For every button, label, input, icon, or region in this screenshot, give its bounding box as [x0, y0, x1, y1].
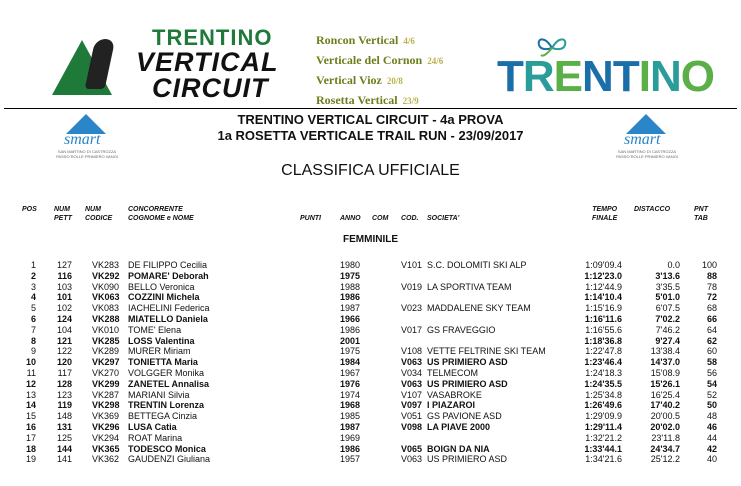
- cell-soc-code: V107: [401, 389, 423, 400]
- smart-logo-left: smart SAN MARTINO DI CASTROZZA PASSO ROLLE PRIMIERO VANOI: [52, 112, 122, 160]
- table-row: [0, 292, 741, 303]
- cell-societa: GS PAVIONE ASD: [427, 411, 502, 422]
- cell-cod: VK362: [92, 454, 120, 465]
- table-row: [0, 336, 741, 347]
- trentino-brand-logo: [497, 36, 714, 106]
- col-tempo: TEMPO FINALE: [592, 206, 618, 222]
- cell-time: 1:33'44.1: [584, 443, 622, 454]
- cell-anno: 1988: [340, 281, 361, 292]
- cell-anno: 2001: [340, 335, 361, 346]
- cell-points: 52: [706, 389, 717, 400]
- cell-pett: 101: [56, 292, 72, 303]
- cell-pos: 15: [25, 411, 36, 422]
- event-subtitle: 1a ROSETTA VERTICALE TRAIL RUN - 23/09/2017: [217, 128, 524, 143]
- col-pnt: PNT TAB: [694, 206, 708, 222]
- cell-distacco: 15'08.9: [650, 368, 680, 378]
- cell-distacco: 20'00.5: [650, 411, 680, 422]
- cell-cod: VK296: [92, 422, 120, 432]
- cell-pett: 120: [56, 357, 72, 368]
- cell-pett: 131: [56, 422, 72, 432]
- cell-time: 1:18'36.8: [584, 335, 622, 346]
- cell-pett: 102: [56, 303, 72, 314]
- table-row: [0, 422, 741, 433]
- cell-soc-code: V063: [401, 454, 423, 465]
- cell-societa: I PIAZAROI: [427, 400, 476, 411]
- cell-cod: VK298: [92, 400, 120, 411]
- cell-societa: GS FRAVEGGIO: [427, 324, 496, 335]
- col-concorrente: CONCORRENTE COGNOME e NOME: [128, 206, 194, 222]
- cell-pos: 14: [25, 400, 36, 411]
- cell-anno: 1957: [340, 454, 361, 465]
- cell-points: 58: [706, 357, 717, 368]
- table-row: [0, 346, 741, 357]
- cell-distacco: 6'07.5: [655, 303, 680, 314]
- cell-cod: VK010: [92, 324, 120, 335]
- cell-name: TOME' Elena: [128, 324, 182, 335]
- cell-distacco: 20'02.0: [650, 422, 680, 432]
- table-row: [0, 444, 741, 455]
- cell-cod: VK294: [92, 432, 120, 443]
- cell-anno: 1986: [340, 324, 361, 335]
- cell-distacco: 0.0: [667, 260, 680, 270]
- cell-points: 56: [706, 368, 717, 378]
- cell-pett: 127: [56, 260, 72, 270]
- cell-points: 54: [706, 378, 717, 389]
- race-item: Rosetta Vertical 23/9: [316, 93, 419, 107]
- table-row: [0, 454, 741, 465]
- col-codice: NUM CODICE: [85, 206, 113, 222]
- cell-cod: VK365: [92, 443, 120, 454]
- cell-distacco: 9'27.4: [655, 335, 680, 346]
- cell-pos: 12: [25, 378, 36, 389]
- cell-time: 1:16'11.6: [584, 314, 622, 324]
- cell-pos: 2: [30, 270, 36, 281]
- cell-name: DE FILIPPO Cecilia: [128, 260, 208, 270]
- cell-points: 100: [701, 260, 717, 270]
- col-punti: PUNTI: [300, 215, 321, 222]
- cell-name: BELLO Veronica: [128, 281, 195, 292]
- cell-points: 72: [706, 292, 717, 303]
- table-row: [0, 411, 741, 422]
- cell-pett: 103: [56, 281, 72, 292]
- cell-pos: 1: [30, 260, 36, 270]
- logo-line-1: TRENTINO: [152, 25, 273, 50]
- col-com: COM: [372, 215, 389, 222]
- cell-pett: 119: [57, 400, 72, 411]
- event-title: TRENTINO VERTICAL CIRCUIT - 4a PROVA: [237, 112, 504, 127]
- cell-name: COZZINI Michela: [128, 292, 200, 303]
- cell-pos: 9: [30, 346, 36, 357]
- col-pos: POS: [22, 206, 37, 213]
- cell-pett: 124: [56, 314, 72, 324]
- cell-time: 1:24'35.5: [584, 378, 622, 389]
- cell-cod: VK083: [92, 303, 120, 314]
- cell-soc-code: V019: [401, 281, 423, 292]
- cell-pett: 128: [56, 378, 72, 389]
- cell-points: 78: [706, 281, 717, 292]
- cell-pett: 148: [56, 411, 72, 422]
- table-row: [0, 260, 741, 271]
- cell-anno: 1985: [340, 411, 361, 422]
- cell-time: 1:15'16.9: [585, 303, 622, 314]
- cell-soc-code: V034: [401, 368, 423, 378]
- table-row: [0, 433, 741, 444]
- cell-distacco: 25'12.2: [650, 454, 680, 465]
- cell-societa: US PRIMIERO ASD: [427, 378, 508, 389]
- cell-soc-code: V063: [401, 357, 423, 368]
- col-pett: NUM PETT: [54, 206, 72, 222]
- cell-anno: 1968: [340, 400, 361, 411]
- cell-cod: VK090: [92, 281, 120, 292]
- cell-soc-code: V051: [401, 411, 423, 422]
- cell-pos: 11: [26, 368, 36, 378]
- cell-soc-code: V063: [401, 378, 423, 389]
- cell-cod: VK285: [92, 335, 120, 346]
- cell-distacco: 13'38.4: [650, 346, 680, 357]
- cell-pett: 122: [56, 346, 72, 357]
- cell-anno: 1984: [340, 357, 361, 368]
- table-row: [0, 271, 741, 282]
- cell-cod: VK289: [92, 346, 120, 357]
- cell-points: 42: [706, 443, 717, 454]
- cell-soc-code: V065: [401, 443, 423, 454]
- cell-anno: 1967: [340, 368, 361, 378]
- cell-anno: 1969: [340, 432, 361, 443]
- race-item: Vertical Vioz 20/8: [316, 73, 403, 87]
- cell-time: 1:12'44.9: [585, 281, 622, 292]
- cell-time: 1:12'23.0: [584, 270, 622, 281]
- cell-time: 1:25'34.8: [585, 389, 622, 400]
- cell-time: 1:29'11.4: [584, 422, 622, 432]
- cell-societa: US PRIMIERO ASD: [427, 357, 508, 368]
- table-row: [0, 357, 741, 368]
- cell-distacco: 3'35.5: [655, 281, 680, 292]
- col-anno: ANNO: [340, 215, 361, 222]
- trentino-vertical-circuit-logo: [52, 25, 279, 103]
- cell-pett: 104: [56, 324, 72, 335]
- table-row: [0, 314, 741, 325]
- cell-cod: VK297: [92, 357, 120, 368]
- table-row: [0, 325, 741, 336]
- cell-pos: 3: [30, 281, 36, 292]
- cell-name: TODESCO Monica: [128, 443, 206, 454]
- cell-anno: 1975: [340, 270, 361, 281]
- cell-cod: VK270: [92, 368, 120, 378]
- cell-distacco: 24'34.7: [650, 443, 680, 454]
- cell-societa: VETTE FELTRINE SKI TEAM: [427, 346, 546, 357]
- cell-societa: TELMECOM: [427, 368, 479, 378]
- cell-distacco: 15'26.1: [650, 378, 680, 389]
- cell-points: 48: [706, 411, 717, 422]
- cell-anno: 1986: [340, 443, 361, 454]
- cell-cod: VK283: [92, 260, 120, 270]
- cell-points: 68: [706, 303, 717, 314]
- cell-points: 66: [706, 314, 717, 324]
- cell-pett: 116: [57, 270, 72, 281]
- cell-societa: BOIGN DA NIA: [427, 443, 490, 454]
- cell-pos: 6: [30, 314, 36, 324]
- cell-distacco: 7'02.2: [655, 314, 680, 324]
- cell-societa: VASABROKE: [427, 389, 482, 400]
- divider: [4, 108, 737, 109]
- cell-soc-code: V097: [401, 400, 423, 411]
- col-distacco: DISTACCO: [634, 206, 671, 213]
- cell-anno: 1980: [340, 260, 361, 270]
- cell-pos: 18: [25, 443, 36, 454]
- cell-cod: VK288: [92, 314, 120, 324]
- cell-cod: VK063: [92, 292, 120, 303]
- cell-pett: 125: [56, 432, 72, 443]
- cell-soc-code: V101: [401, 260, 423, 270]
- cell-anno: 1974: [340, 389, 361, 400]
- cell-distacco: 17'40.2: [650, 400, 680, 411]
- table-row: [0, 400, 741, 411]
- cell-time: 1:09'09.4: [585, 260, 622, 270]
- cell-soc-code: V108: [401, 346, 423, 357]
- logo-line-2: VERTICAL: [136, 47, 279, 77]
- cell-name: POMARE' Deborah: [128, 270, 209, 281]
- cell-points: 46: [706, 422, 717, 432]
- cell-pett: 144: [56, 443, 72, 454]
- smart-logo-right: smart SAN MARTINO DI CASTROZZA PASSO ROLLE PRIMIERO VANOI: [612, 112, 682, 160]
- cell-points: 62: [706, 335, 717, 346]
- cell-pos: 10: [25, 357, 36, 368]
- col-societa: SOCIETA': [427, 215, 460, 222]
- cell-societa: S.C. DOLOMITI SKI ALP: [427, 260, 527, 270]
- table-row: [0, 379, 741, 390]
- cell-anno: 1986: [340, 292, 361, 303]
- col-cod: COD.: [401, 215, 419, 222]
- cell-points: 40: [706, 454, 717, 465]
- cell-distacco: 23'11.8: [651, 432, 680, 443]
- cell-pos: 16: [25, 422, 36, 432]
- cell-name: LOSS Valentina: [128, 335, 195, 346]
- cell-pos: 19: [25, 454, 36, 465]
- cell-soc-code: V023: [401, 303, 423, 314]
- table-row: [0, 282, 741, 293]
- cell-name: MARIANI Silvia: [128, 389, 190, 400]
- race-item: Verticale del Cornon 24/6: [316, 53, 444, 67]
- cell-time: 1:29'09.9: [585, 411, 622, 422]
- cell-points: 50: [706, 400, 717, 411]
- cell-name: VOLGGER Monika: [128, 368, 205, 378]
- cell-time: 1:24'18.3: [585, 368, 622, 378]
- cell-points: 64: [706, 324, 717, 335]
- cell-distacco: 5'01.0: [655, 292, 680, 303]
- cell-pett: 121: [56, 335, 72, 346]
- cell-points: 60: [706, 346, 717, 357]
- cell-name: MIATELLO Daniela: [128, 314, 208, 324]
- cell-societa: LA SPORTIVA TEAM: [427, 281, 512, 292]
- cell-pos: 7: [30, 324, 36, 335]
- logo-line-3: CIRCUIT: [152, 73, 269, 103]
- classification-title: CLASSIFICA UFFICIALE: [281, 162, 460, 179]
- cell-name: BETTEGA Cinzia: [128, 411, 198, 422]
- cell-soc-code: V098: [401, 422, 423, 432]
- cell-pett: 117: [57, 368, 72, 378]
- cell-time: 1:16'55.6: [585, 324, 622, 335]
- cell-pos: 13: [25, 389, 36, 400]
- cell-name: TONIETTA Maria: [128, 357, 198, 368]
- cell-anno: 1987: [340, 303, 361, 314]
- cell-name: GAUDENZI Giuliana: [128, 454, 211, 465]
- table-row: [0, 368, 741, 379]
- brand-word: TRENTINO: [497, 52, 714, 101]
- cell-distacco: 16'25.4: [650, 389, 680, 400]
- cell-name: IACHELINI Federica: [128, 303, 210, 314]
- cell-anno: 1975: [340, 346, 361, 357]
- table-row: [0, 390, 741, 401]
- cell-anno: 1966: [340, 314, 361, 324]
- cell-time: 1:14'10.4: [584, 292, 622, 303]
- race-list: [316, 30, 443, 110]
- section-title: FEMMINILE: [343, 234, 398, 245]
- cell-name: ROAT Marina: [128, 432, 183, 443]
- cell-anno: 1976: [340, 378, 361, 389]
- cell-name: ZANETEL Annalisa: [128, 378, 210, 389]
- cell-distacco: 14'37.0: [650, 357, 680, 368]
- cell-name: TRENTIN Lorenza: [128, 400, 205, 411]
- cell-points: 88: [706, 270, 717, 281]
- cell-points: 44: [706, 432, 717, 443]
- table-row: [0, 303, 741, 314]
- cell-anno: 1987: [340, 422, 361, 432]
- cell-name: LUSA Catia: [128, 422, 177, 432]
- cell-time: 1:34'21.6: [585, 454, 622, 465]
- cell-name: MURER Miriam: [128, 346, 191, 357]
- cell-pos: 8: [30, 335, 36, 346]
- cell-cod: VK287: [92, 389, 120, 400]
- cell-societa: MADDALENE SKY TEAM: [427, 303, 531, 314]
- cell-pos: 17: [25, 432, 36, 443]
- cell-cod: VK292: [92, 270, 120, 281]
- cell-time: 1:22'47.8: [585, 346, 622, 357]
- cell-time: 1:23'46.4: [584, 357, 622, 368]
- cell-distacco: 3'13.6: [655, 270, 680, 281]
- cell-soc-code: V017: [401, 324, 423, 335]
- cell-pos: 4: [30, 292, 36, 303]
- race-item: Roncon Vertical 4/6: [316, 33, 415, 47]
- cell-time: 1:32'21.2: [585, 432, 622, 443]
- cell-societa: US PRIMIERO ASD: [427, 454, 508, 465]
- cell-cod: VK299: [92, 378, 120, 389]
- cell-cod: VK369: [92, 411, 120, 422]
- cell-pett: 141: [56, 454, 72, 465]
- cell-pos: 5: [30, 303, 36, 314]
- cell-societa: LA PIAVE 2000: [427, 422, 491, 432]
- cell-distacco: 7'46.2: [655, 324, 680, 335]
- cell-pett: 123: [56, 389, 72, 400]
- cell-time: 1:26'49.6: [584, 400, 622, 411]
